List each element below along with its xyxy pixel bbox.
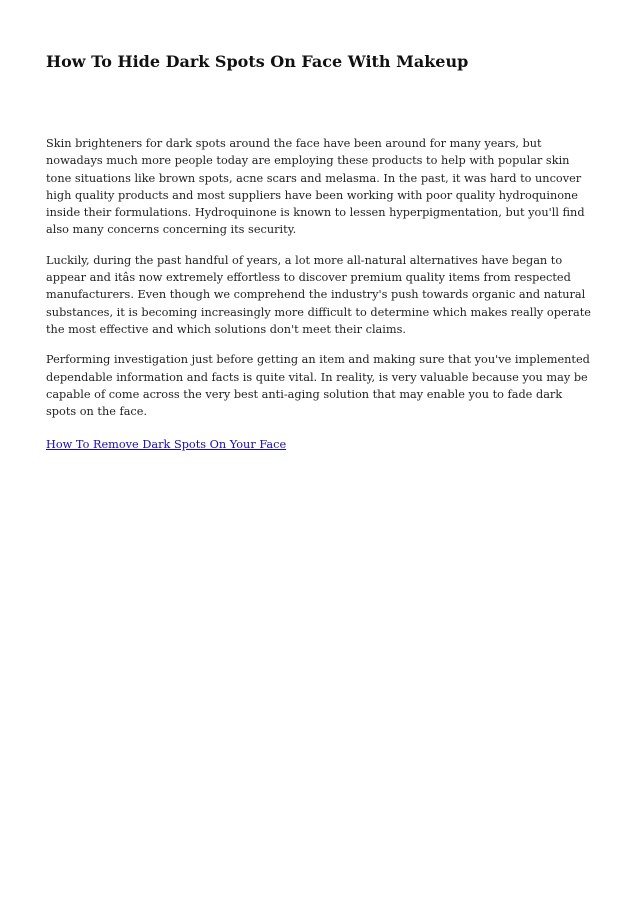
paragraph-2: Luckily, during the past handful of years, a lot more all-natural alternatives have began to appear and itâs now extremely effortless to discover premium quality items from respected manufacturers. Even though we comprehend the industry's push towards organic and natural substances, it is becoming increasingly more difficult to determine which makes really operate the most effective and which solutions don't meet their claims. xyxy=(46,253,591,336)
document-page xyxy=(46,52,594,454)
remove-dark-spots-link[interactable]: How To Remove Dark Spots On Your Face xyxy=(46,438,287,452)
document-body xyxy=(46,135,594,454)
page-title: How To Hide Dark Spots On Face With Makeup xyxy=(46,52,469,71)
paragraph-3: Performing investigation just before getting an item and making sure that you've implemented dependable information and facts is quite vital. In reality, is very valuable because you may be capable of come across the very best anti-aging solution that may enable you to fade dark spots on the face. xyxy=(46,353,590,419)
paragraph-1: Skin brighteners for dark spots around the face have been around for many years, but nowadays much more people today are employing these products to help with popular skin tone situations like brown spots, acne scars and melasma. In the past, it was hard to uncover high quality products and most suppliers have been working with poor quality hydroquinone inside their formulations. Hydroquinone is known to lessen hyperpigmentation, but you'll find also many concerns concerning its security. xyxy=(46,137,585,237)
